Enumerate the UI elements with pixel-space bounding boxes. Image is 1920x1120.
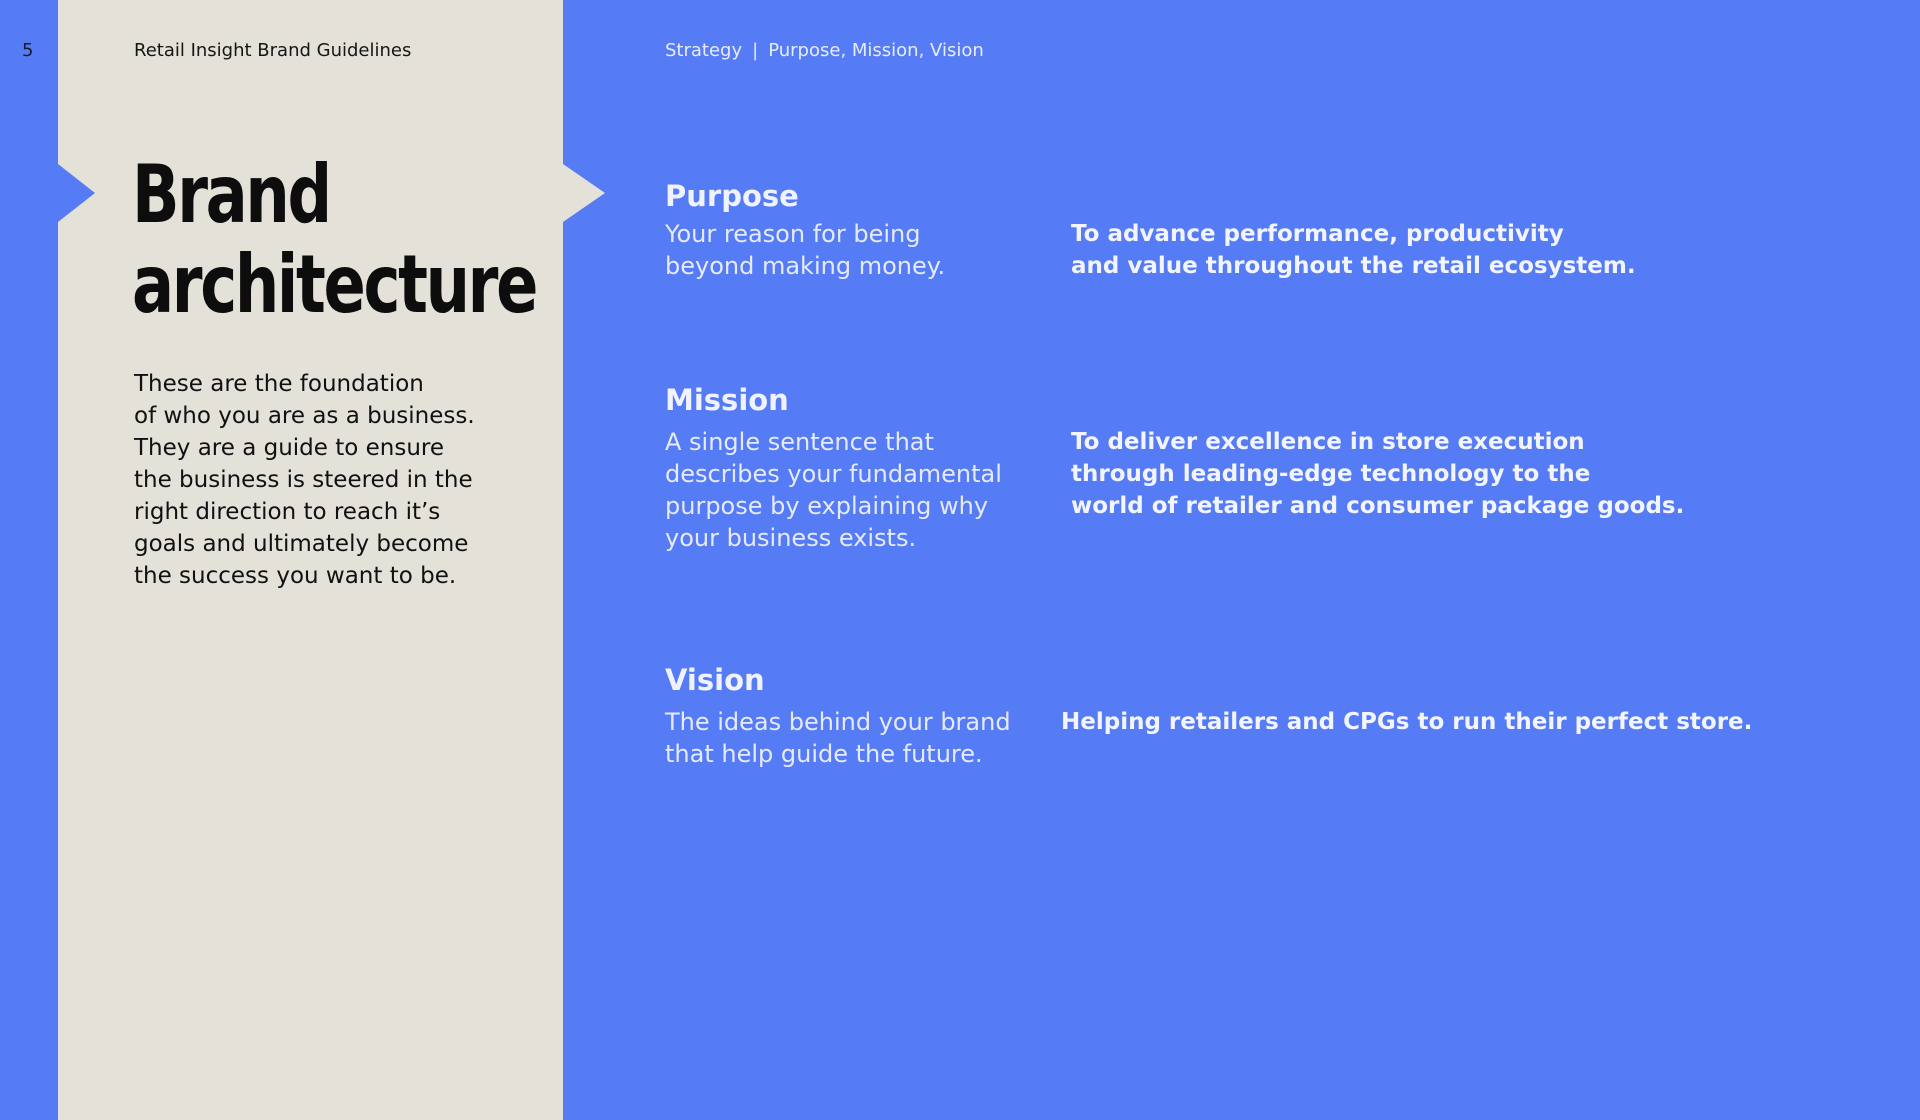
panel-notch-left xyxy=(58,164,95,222)
breadcrumb-separator: | xyxy=(752,40,759,61)
purpose-description: Your reason for being beyond making money. xyxy=(665,220,946,280)
breadcrumb-subsection: Purpose, Mission, Vision xyxy=(768,40,984,61)
page-number: 5 xyxy=(22,40,34,61)
vision-statement: Helping retailers and CPGs to run their perfect store. xyxy=(1061,709,1753,735)
vision-section xyxy=(665,662,1865,768)
headline-line-2: architecture xyxy=(132,238,537,331)
breadcrumb-section: Strategy xyxy=(665,40,743,61)
vision-title: Vision xyxy=(665,663,765,697)
purpose-title: Purpose xyxy=(665,179,799,213)
mission-section xyxy=(665,382,1865,552)
page-headline xyxy=(132,148,537,331)
mission-title: Mission xyxy=(665,383,789,417)
intro-paragraph: These are the foundation of who you are as a business. They are a guide to ensure the business is steered in the right direction to reach it’s goals and ultimately become the success you want to be. xyxy=(134,371,475,589)
breadcrumb xyxy=(665,40,984,61)
headline-line-1: Brand xyxy=(132,148,330,241)
mission-description: A single sentence that describes your fundamental purpose by explaining why your business exists. xyxy=(665,428,1002,552)
mission-statement: To deliver excellence in store execution through leading-edge technology to the world of retailer and consumer package goods. xyxy=(1071,429,1685,519)
purpose-section xyxy=(665,178,1865,280)
vision-description: The ideas behind your brand that help guide the future. xyxy=(665,708,1011,768)
panel-arrow-right xyxy=(563,164,605,222)
document-title: Retail Insight Brand Guidelines xyxy=(134,40,412,61)
purpose-statement: To advance performance, productivity and value throughout the retail ecosystem. xyxy=(1071,221,1636,279)
